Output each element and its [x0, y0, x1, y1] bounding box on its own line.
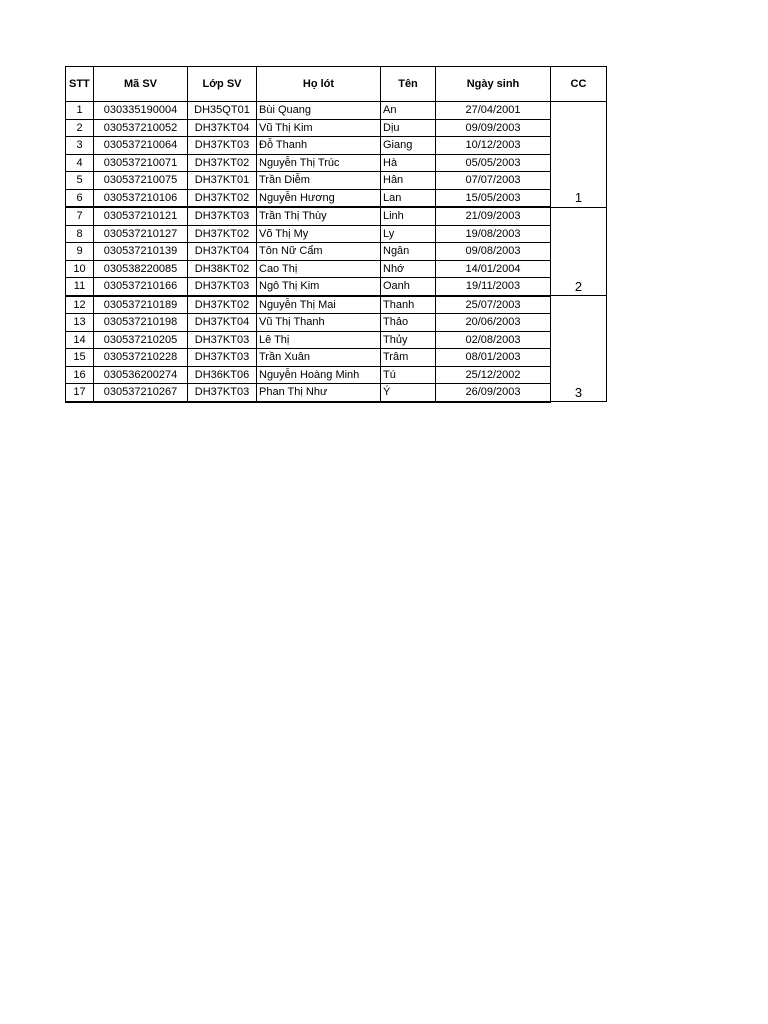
table-row [66, 243, 607, 261]
cell-ma-sv: 030537210106 [94, 189, 188, 207]
cell-stt: 7 [66, 207, 94, 225]
table-row [66, 260, 607, 278]
table-body [66, 102, 607, 402]
cell-ten: Thanh [381, 296, 436, 314]
cell-lop-sv: DH37KT03 [188, 331, 257, 349]
cell-ho-lot: Nguyễn Hoàng Minh [257, 366, 381, 384]
cell-stt: 1 [66, 102, 94, 120]
table-row [66, 189, 607, 207]
cell-ten: Dịu [381, 119, 436, 137]
cell-ma-sv: 030537210166 [94, 278, 188, 296]
table-row [66, 207, 607, 225]
cell-ma-sv: 030537210071 [94, 154, 188, 172]
student-table [65, 66, 607, 403]
table-row [66, 278, 607, 296]
cell-stt: 2 [66, 119, 94, 137]
cell-stt: 14 [66, 331, 94, 349]
cell-ten: Thủy [381, 331, 436, 349]
cell-stt: 8 [66, 225, 94, 243]
cell-ngay-sinh: 08/01/2003 [436, 349, 551, 367]
cell-lop-sv: DH37KT02 [188, 154, 257, 172]
cell-ten: Oanh [381, 278, 436, 296]
cell-stt: 10 [66, 260, 94, 278]
cell-stt: 5 [66, 172, 94, 190]
table-row [66, 102, 607, 120]
cell-stt: 9 [66, 243, 94, 261]
cell-ten: Ý [381, 384, 436, 402]
cell-ma-sv: 030536200274 [94, 366, 188, 384]
cell-ma-sv: 030335190004 [94, 102, 188, 120]
cell-ngay-sinh: 09/09/2003 [436, 119, 551, 137]
header-ma-sv: Mã SV [94, 67, 188, 102]
cell-ho-lot: Nguyễn Hương [257, 189, 381, 207]
table-row [66, 154, 607, 172]
cell-cc-group: 1 [551, 102, 607, 208]
cell-lop-sv: DH37KT03 [188, 278, 257, 296]
cell-lop-sv: DH37KT03 [188, 349, 257, 367]
header-ngay-sinh: Ngày sinh [436, 67, 551, 102]
table-row [66, 314, 607, 332]
cell-ma-sv: 030537210052 [94, 119, 188, 137]
cell-ma-sv: 030538220085 [94, 260, 188, 278]
cell-stt: 17 [66, 384, 94, 402]
cell-ho-lot: Cao Thị [257, 260, 381, 278]
cell-ten: Tú [381, 366, 436, 384]
cell-ngay-sinh: 14/01/2004 [436, 260, 551, 278]
header-cc: CC [551, 67, 607, 102]
table-row [66, 137, 607, 155]
cell-ten: Trâm [381, 349, 436, 367]
cell-stt: 12 [66, 296, 94, 314]
cell-ngay-sinh: 02/08/2003 [436, 331, 551, 349]
cell-ho-lot: Vũ Thị Thanh [257, 314, 381, 332]
cell-ten: Lan [381, 189, 436, 207]
cell-ho-lot: Nguyễn Thị Trúc [257, 154, 381, 172]
cell-lop-sv: DH37KT02 [188, 225, 257, 243]
cell-ma-sv: 030537210198 [94, 314, 188, 332]
cell-lop-sv: DH37KT04 [188, 314, 257, 332]
cell-lop-sv: DH36KT06 [188, 366, 257, 384]
table-row [66, 331, 607, 349]
table-row [66, 172, 607, 190]
cell-ho-lot: Vũ Thị Kim [257, 119, 381, 137]
header-ho-lot: Họ lót [257, 67, 381, 102]
cell-ngay-sinh: 21/09/2003 [436, 207, 551, 225]
cell-ngay-sinh: 10/12/2003 [436, 137, 551, 155]
cell-ma-sv: 030537210205 [94, 331, 188, 349]
cell-stt: 16 [66, 366, 94, 384]
cell-ma-sv: 030537210127 [94, 225, 188, 243]
cell-ho-lot: Lê Thị [257, 331, 381, 349]
cell-lop-sv: DH37KT02 [188, 296, 257, 314]
cell-ngay-sinh: 19/11/2003 [436, 278, 551, 296]
cell-ten: Linh [381, 207, 436, 225]
cell-ho-lot: Trần Xuân [257, 349, 381, 367]
cell-ho-lot: Nguyễn Thị Mai [257, 296, 381, 314]
cell-lop-sv: DH37KT03 [188, 207, 257, 225]
cell-ten: An [381, 102, 436, 120]
header-lop-sv: Lớp SV [188, 67, 257, 102]
cell-ho-lot: Võ Thị My [257, 225, 381, 243]
cell-stt: 4 [66, 154, 94, 172]
cell-ten: Thảo [381, 314, 436, 332]
cell-ho-lot: Tôn Nữ Cẩm [257, 243, 381, 261]
cell-ho-lot: Đỗ Thanh [257, 137, 381, 155]
cell-cc-group: 2 [551, 207, 607, 296]
header-row [66, 67, 607, 102]
cell-stt: 11 [66, 278, 94, 296]
cell-ngay-sinh: 25/07/2003 [436, 296, 551, 314]
cell-ngay-sinh: 20/06/2003 [436, 314, 551, 332]
cell-lop-sv: DH38KT02 [188, 260, 257, 278]
table-row [66, 296, 607, 314]
cell-ho-lot: Ngô Thị Kim [257, 278, 381, 296]
cell-lop-sv: DH37KT01 [188, 172, 257, 190]
cell-lop-sv: DH37KT03 [188, 137, 257, 155]
cell-ten: Hà [381, 154, 436, 172]
cell-ngay-sinh: 25/12/2002 [436, 366, 551, 384]
cell-ngay-sinh: 27/04/2001 [436, 102, 551, 120]
cell-ten: Hân [381, 172, 436, 190]
cell-ho-lot: Bùi Quang [257, 102, 381, 120]
cell-ten: Ngân [381, 243, 436, 261]
table-row [66, 366, 607, 384]
cell-ngay-sinh: 05/05/2003 [436, 154, 551, 172]
cell-ho-lot: Trần Thị Thùy [257, 207, 381, 225]
cell-ma-sv: 030537210121 [94, 207, 188, 225]
cell-ten: Ly [381, 225, 436, 243]
table-row [66, 349, 607, 367]
cell-ngay-sinh: 26/09/2003 [436, 384, 551, 402]
cell-ma-sv: 030537210064 [94, 137, 188, 155]
cell-lop-sv: DH37KT02 [188, 189, 257, 207]
cell-ngay-sinh: 15/05/2003 [436, 189, 551, 207]
cell-ten: Giang [381, 137, 436, 155]
cell-lop-sv: DH37KT04 [188, 243, 257, 261]
cell-ngay-sinh: 09/08/2003 [436, 243, 551, 261]
cell-ma-sv: 030537210139 [94, 243, 188, 261]
cell-ma-sv: 030537210189 [94, 296, 188, 314]
cell-ten: Nhớ [381, 260, 436, 278]
cell-ho-lot: Trần Diễm [257, 172, 381, 190]
cell-stt: 13 [66, 314, 94, 332]
cell-ma-sv: 030537210267 [94, 384, 188, 402]
cell-stt: 15 [66, 349, 94, 367]
cell-lop-sv: DH37KT04 [188, 119, 257, 137]
cell-ma-sv: 030537210228 [94, 349, 188, 367]
header-stt: STT [66, 67, 94, 102]
cell-ngay-sinh: 19/08/2003 [436, 225, 551, 243]
cell-stt: 3 [66, 137, 94, 155]
cell-ma-sv: 030537210075 [94, 172, 188, 190]
cell-ngay-sinh: 07/07/2003 [436, 172, 551, 190]
cell-ho-lot: Phan Thị Như [257, 384, 381, 402]
header-ten: Tên [381, 67, 436, 102]
table-row [66, 119, 607, 137]
table-row [66, 225, 607, 243]
cell-lop-sv: DH35QT01 [188, 102, 257, 120]
table-row [66, 384, 607, 402]
cell-stt: 6 [66, 189, 94, 207]
cell-cc-group: 3 [551, 296, 607, 402]
cell-lop-sv: DH37KT03 [188, 384, 257, 402]
